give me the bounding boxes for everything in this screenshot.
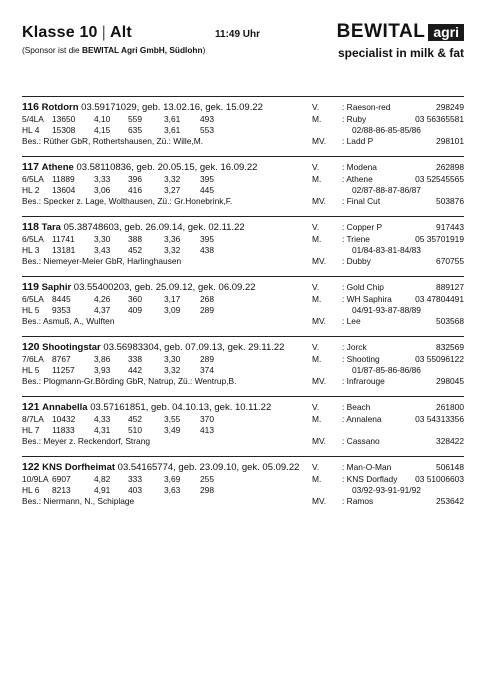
sire-line — [312, 401, 464, 414]
perf-cell: 442 — [128, 365, 142, 375]
dam-scores: 01/87-85-86-86/86 — [352, 365, 421, 375]
sire-label: V. — [312, 282, 320, 292]
perf-cell: 298 — [200, 485, 214, 495]
dam-name: : KNS Dorflady — [342, 474, 398, 484]
entry-details — [22, 221, 312, 267]
perf-cell: 445 — [200, 185, 214, 195]
perf-cell: 403 — [128, 485, 142, 495]
calving-date: gek. 29.11.22 — [227, 342, 285, 353]
perf-cell: 374 — [200, 365, 214, 375]
sire-line — [312, 281, 464, 294]
perf-cell: 3,61 — [164, 114, 181, 124]
perf-cell: 3,09 — [164, 305, 181, 315]
perf-cell: 395 — [200, 174, 214, 184]
perf-cell: 289 — [200, 354, 214, 364]
perf-cell: 338 — [128, 354, 142, 364]
perf-cell: HL 6 — [22, 485, 40, 495]
cow-name: Rotdorn — [41, 102, 79, 113]
dam-number: 05 35701919 — [415, 234, 464, 244]
mgs-name: : Dubby — [342, 256, 371, 266]
entry-details — [22, 461, 312, 507]
class-category: Alt — [110, 24, 132, 41]
performance-row — [22, 305, 312, 316]
perf-cell: 416 — [128, 185, 142, 195]
perf-cell: 413 — [200, 425, 214, 435]
birth-date: geb. 23.09.10 — [178, 462, 237, 473]
mgs-label: MV. — [312, 136, 327, 146]
mgs-number: 328422 — [436, 436, 464, 446]
dam-name: : Athene — [342, 174, 373, 184]
class-label: Klasse 10 — [22, 24, 98, 41]
perf-cell: 10432 — [52, 414, 76, 424]
sire-number: 261800 — [436, 402, 464, 412]
cow-entry — [22, 336, 464, 396]
perf-cell: 452 — [128, 245, 142, 255]
perf-cell: 13650 — [52, 114, 76, 124]
dam-name: : WH Saphira — [342, 294, 392, 304]
class-title — [22, 24, 132, 42]
perf-cell: 11833 — [52, 425, 75, 435]
dam-number: 03 51006603 — [415, 474, 464, 484]
entry-number: 119 — [22, 281, 39, 293]
performance-row — [22, 474, 312, 485]
dam-scores: 03/92-93-91-91/92 — [352, 485, 421, 495]
performance-row — [22, 354, 312, 365]
sire-number: 506148 — [436, 462, 464, 472]
perf-cell: 4,26 — [94, 294, 111, 304]
perf-cell: 8/7LA — [22, 414, 44, 424]
dam-name: : Annalena — [342, 414, 382, 424]
maternal-grandsire-line — [312, 376, 464, 387]
mgs-number: 298045 — [436, 376, 464, 386]
perf-cell: 7/6LA — [22, 354, 44, 364]
performance-row — [22, 485, 312, 496]
owner-line: Bes.: Rüther GbR, Rothertshausen, Zü.: Wille,M. — [22, 136, 204, 146]
perf-cell: 13604 — [52, 185, 76, 195]
owner-line: Bes.: Specker z. Lage, Wolthausen, Zü.: Gr.Honebrink,F. — [22, 196, 233, 206]
performance-row — [22, 365, 312, 376]
cow-name: Saphir — [41, 282, 72, 293]
mgs-number: 253642 — [436, 496, 464, 506]
ear-tag-id: 03.57161851 — [90, 402, 146, 413]
dam-number: 03 56365581 — [415, 114, 464, 124]
perf-cell: 13181 — [52, 245, 76, 255]
mgs-label: MV. — [312, 256, 327, 266]
mgs-number: 298101 — [436, 136, 464, 146]
entry-number: 121 — [22, 401, 40, 413]
dam-line — [312, 354, 464, 365]
perf-cell: 3,33 — [94, 174, 111, 184]
sire-label: V. — [312, 162, 320, 172]
dam-line — [312, 234, 464, 245]
maternal-grandsire-line — [312, 316, 464, 327]
perf-cell: 8445 — [52, 294, 71, 304]
entry-title: 118 Tara 05.38748603, geb. 26.09.14, gek. 02.11.22 — [22, 221, 245, 233]
entry-title: 121 Annabella 03.57161851, geb. 04.10.13, gek. 10.11.22 — [22, 401, 272, 413]
sire-line — [312, 341, 464, 354]
perf-cell: 10/9LA — [22, 474, 49, 484]
perf-cell: 3,49 — [164, 425, 181, 435]
perf-cell: 3,63 — [164, 485, 181, 495]
perf-cell: 3,32 — [164, 365, 181, 375]
entry-title: 119 Saphir 03.55400203, geb. 25.09.12, gek. 06.09.22 — [22, 281, 256, 293]
dam-scores — [312, 425, 464, 436]
entry-list — [22, 96, 464, 516]
perf-cell: 6/5LA — [22, 294, 44, 304]
perf-cell: 395 — [200, 234, 214, 244]
owner-line: Bes.: Niemeyer-Meier GbR, Harlinghausen — [22, 256, 182, 266]
perf-cell: 452 — [128, 414, 142, 424]
sire-number: 889127 — [436, 282, 464, 292]
dam-label: M. — [312, 234, 322, 244]
cow-entry — [22, 396, 464, 456]
entry-details — [22, 281, 312, 327]
pedigree — [312, 281, 464, 327]
ear-tag-id: 03.55400203 — [73, 282, 130, 293]
perf-cell: 493 — [200, 114, 214, 124]
brand-logo — [337, 22, 464, 42]
perf-cell: 360 — [128, 294, 142, 304]
owner-line: Bes.: Meyer z. Reckendorf, Strang — [22, 436, 151, 446]
sire-number: 298249 — [436, 102, 464, 112]
mgs-name: : Cassano — [342, 436, 380, 446]
sire-label: V. — [312, 102, 320, 112]
entry-number: 122 — [22, 461, 40, 473]
ear-tag-id: 03.56983304 — [103, 342, 159, 353]
dam-name: : Shooting — [342, 354, 380, 364]
sire-line — [312, 461, 464, 474]
dam-scores: 04/91-93-87-88/89 — [352, 305, 421, 315]
mgs-label: MV. — [312, 436, 327, 446]
title-separator: | — [101, 24, 106, 41]
sponsor-name: BEWITAL Agri GmbH, Südlohn — [81, 45, 203, 55]
dam-number: 03 55096122 — [415, 354, 464, 364]
dam-number: 03 47804491 — [415, 294, 464, 304]
dam-label: M. — [312, 294, 322, 304]
perf-cell: 9353 — [52, 305, 71, 315]
maternal-grandsire-line — [312, 136, 464, 147]
cow-entry — [22, 156, 464, 216]
ear-tag-id: 03.54165774 — [117, 462, 174, 473]
mgs-label: MV. — [312, 496, 327, 506]
owner-line: Bes.: Niermann, N., Schiplage — [22, 496, 135, 506]
cow-entry — [22, 96, 464, 156]
time-stamp: 11:49 Uhr — [215, 29, 261, 40]
perf-cell: 4,15 — [94, 125, 111, 135]
pedigree — [312, 401, 464, 447]
cow-entry — [22, 456, 464, 516]
dam-number: 03 52545565 — [415, 174, 464, 184]
entry-title: 116 Rotdorn 03.59171029, geb. 13.02.16, gek. 15.09.22 — [22, 101, 263, 113]
sire-name: : Man-O-Man — [342, 462, 392, 472]
sire-label: V. — [312, 402, 320, 412]
performance-row — [22, 294, 312, 305]
cow-name: KNS Dorfheimat — [42, 462, 116, 473]
sire-number: 262898 — [436, 162, 464, 172]
entry-number: 117 — [22, 161, 39, 173]
perf-cell: 409 — [128, 305, 142, 315]
birth-date: geb. 13.02.16 — [141, 102, 201, 113]
brand-slogan: specialist in milk & fat — [337, 46, 464, 60]
perf-cell: 289 — [200, 305, 214, 315]
sponsor-prefix: (Sponsor ist die — [22, 45, 82, 55]
mgs-number: 503568 — [436, 316, 464, 326]
entry-number: 116 — [22, 101, 39, 113]
perf-cell: 4,10 — [94, 114, 111, 124]
mgs-label: MV. — [312, 316, 327, 326]
birth-date: geb. 04.10.13 — [150, 402, 210, 413]
entry-details — [22, 161, 312, 207]
sire-name: : Raeson-red — [342, 102, 391, 112]
perf-cell: 6907 — [52, 474, 71, 484]
sire-label: V. — [312, 342, 320, 352]
sire-name: : Jorck — [342, 342, 367, 352]
perf-cell: 8767 — [52, 354, 71, 364]
calving-date: gek. 10.11.22 — [214, 402, 272, 413]
perf-cell: 3,06 — [94, 185, 111, 195]
owner-line: Bes.: Plogmann-Gr.Börding GbR, Natrup, Zü.: Wentrup,B. — [22, 376, 237, 386]
sire-name: : Gold Chip — [342, 282, 384, 292]
cow-name: Tara — [41, 222, 61, 233]
mgs-label: MV. — [312, 196, 327, 206]
perf-cell: 3,36 — [164, 234, 181, 244]
calving-date: gek. 15.09.22 — [205, 102, 263, 113]
perf-cell: 15308 — [52, 125, 76, 135]
pedigree — [312, 161, 464, 207]
performance-row — [22, 245, 312, 256]
performance-row — [22, 174, 312, 185]
sire-label: V. — [312, 222, 320, 232]
entry-title: 117 Athene 03.58110836, geb. 20.05.15, gek. 16.09.22 — [22, 161, 258, 173]
pedigree — [312, 101, 464, 147]
brand-box: agri — [428, 24, 464, 41]
cow-entry — [22, 276, 464, 336]
calving-date: gek. 06.09.22 — [197, 282, 256, 293]
perf-cell: 3,32 — [164, 174, 181, 184]
perf-cell: 3,61 — [164, 125, 181, 135]
perf-cell: 4,37 — [94, 305, 111, 315]
dam-label: M. — [312, 114, 322, 124]
perf-cell: 4,31 — [94, 425, 111, 435]
entry-details — [22, 341, 312, 387]
pedigree — [312, 341, 464, 387]
mgs-name: : Final Cut — [342, 196, 381, 206]
perf-cell: HL 5 — [22, 305, 40, 315]
dam-line — [312, 474, 464, 485]
perf-cell: 3,86 — [94, 354, 111, 364]
perf-cell: 11741 — [52, 234, 75, 244]
sponsor-line — [22, 45, 205, 55]
dam-scores: 02/87-88-87-86/87 — [352, 185, 421, 195]
perf-cell: 4,91 — [94, 485, 111, 495]
dam-line — [312, 174, 464, 185]
brand-name: BEWITAL — [336, 21, 426, 42]
perf-cell: 3,30 — [164, 354, 181, 364]
perf-cell: 11257 — [52, 365, 75, 375]
sire-line — [312, 101, 464, 114]
mgs-name: : Ramos — [342, 496, 374, 506]
dam-name: : Triene — [342, 234, 370, 244]
mgs-number: 503876 — [436, 196, 464, 206]
sire-name: : Modena — [342, 162, 377, 172]
perf-cell: 635 — [128, 125, 142, 135]
perf-cell: 553 — [200, 125, 214, 135]
perf-cell: 6/5LA — [22, 234, 44, 244]
perf-cell: HL 3 — [22, 245, 40, 255]
perf-cell: 6/5LA — [22, 174, 44, 184]
perf-cell: 3,43 — [94, 245, 111, 255]
entry-details — [22, 401, 312, 447]
performance-row — [22, 414, 312, 425]
performance-row — [22, 425, 312, 436]
mgs-number: 670755 — [436, 256, 464, 266]
dam-number: 03 54313356 — [415, 414, 464, 424]
calving-date: gek. 05.09.22 — [241, 462, 300, 473]
pedigree — [312, 221, 464, 267]
perf-cell: 268 — [200, 294, 214, 304]
mgs-name: : Ladd P — [342, 136, 374, 146]
dam-line — [312, 114, 464, 125]
perf-cell: 4,33 — [94, 414, 111, 424]
sire-number: 832569 — [436, 342, 464, 352]
performance-row — [22, 185, 312, 196]
mgs-name: : Lee — [342, 316, 361, 326]
maternal-grandsire-line — [312, 436, 464, 447]
perf-cell: 370 — [200, 414, 214, 424]
perf-cell: 559 — [128, 114, 142, 124]
perf-cell: 3,27 — [164, 185, 181, 195]
performance-row — [22, 125, 312, 136]
perf-cell: 3,55 — [164, 414, 181, 424]
perf-cell: 255 — [200, 474, 214, 484]
perf-cell: 333 — [128, 474, 142, 484]
performance-row — [22, 234, 312, 245]
cow-entry — [22, 216, 464, 276]
birth-date: geb. 07.09.13 — [164, 342, 223, 353]
pedigree — [312, 461, 464, 507]
calving-date: gek. 02.11.22 — [187, 222, 245, 233]
maternal-grandsire-line — [312, 256, 464, 267]
mgs-name: : Infrarouge — [342, 376, 385, 386]
ear-tag-id: 03.59171029 — [81, 102, 137, 113]
page-header — [22, 22, 464, 82]
sire-label: V. — [312, 462, 320, 472]
owner-line: Bes.: Asmuß, A., Wulften — [22, 316, 115, 326]
birth-date: geb. 25.09.12 — [134, 282, 193, 293]
mgs-label: MV. — [312, 376, 327, 386]
perf-cell: 388 — [128, 234, 142, 244]
sponsor-suffix: ) — [202, 45, 206, 55]
perf-cell: 396 — [128, 174, 142, 184]
perf-cell: 510 — [128, 425, 142, 435]
perf-cell: 8213 — [52, 485, 71, 495]
entry-title: 122 KNS Dorfheimat 03.54165774, geb. 23.09.10, gek. 05.09.22 — [22, 461, 300, 473]
perf-cell: 11889 — [52, 174, 75, 184]
dam-label: M. — [312, 414, 322, 424]
dam-scores: 02/88-86-85-85/86 — [352, 125, 421, 135]
perf-cell: HL 7 — [22, 425, 40, 435]
birth-date: geb. 26.09.14 — [124, 222, 183, 233]
dam-label: M. — [312, 174, 322, 184]
perf-cell: 4,82 — [94, 474, 111, 484]
dam-label: M. — [312, 354, 322, 364]
cow-name: Athene — [41, 162, 74, 173]
entry-number: 118 — [22, 221, 39, 233]
maternal-grandsire-line — [312, 496, 464, 507]
dam-label: M. — [312, 474, 322, 484]
perf-cell: 3,17 — [164, 294, 181, 304]
ear-tag-id: 05.38748603 — [63, 222, 120, 233]
perf-cell: 3,93 — [94, 365, 111, 375]
perf-cell: HL 4 — [22, 125, 40, 135]
ear-tag-id: 03.58110836 — [76, 162, 132, 173]
calving-date: gek. 16.09.22 — [199, 162, 258, 173]
sire-name: : Copper P — [342, 222, 383, 232]
perf-cell: 3,69 — [164, 474, 181, 484]
sire-line — [312, 221, 464, 234]
entry-number: 120 — [22, 341, 40, 353]
perf-cell: 3,30 — [94, 234, 111, 244]
perf-cell: 5/4LA — [22, 114, 44, 124]
dam-name: : Ruby — [342, 114, 367, 124]
cow-name: Shootingstar — [42, 342, 101, 353]
dam-line — [312, 414, 464, 425]
sire-number: 917443 — [436, 222, 464, 232]
perf-cell: HL 2 — [22, 185, 40, 195]
maternal-grandsire-line — [312, 196, 464, 207]
entry-title: 120 Shootingstar 03.56983304, geb. 07.09.13, gek. 29.11.22 — [22, 341, 285, 353]
sire-name: : Beach — [342, 402, 371, 412]
perf-cell: HL 5 — [22, 365, 40, 375]
cow-name: Annabella — [42, 402, 88, 413]
dam-scores: 01/84-83-81-84/83 — [352, 245, 421, 255]
birth-date: geb. 20.05.15 — [136, 162, 195, 173]
perf-cell: 438 — [200, 245, 214, 255]
perf-cell: 3,32 — [164, 245, 181, 255]
dam-line — [312, 294, 464, 305]
sire-line — [312, 161, 464, 174]
entry-details — [22, 101, 312, 147]
performance-row — [22, 114, 312, 125]
